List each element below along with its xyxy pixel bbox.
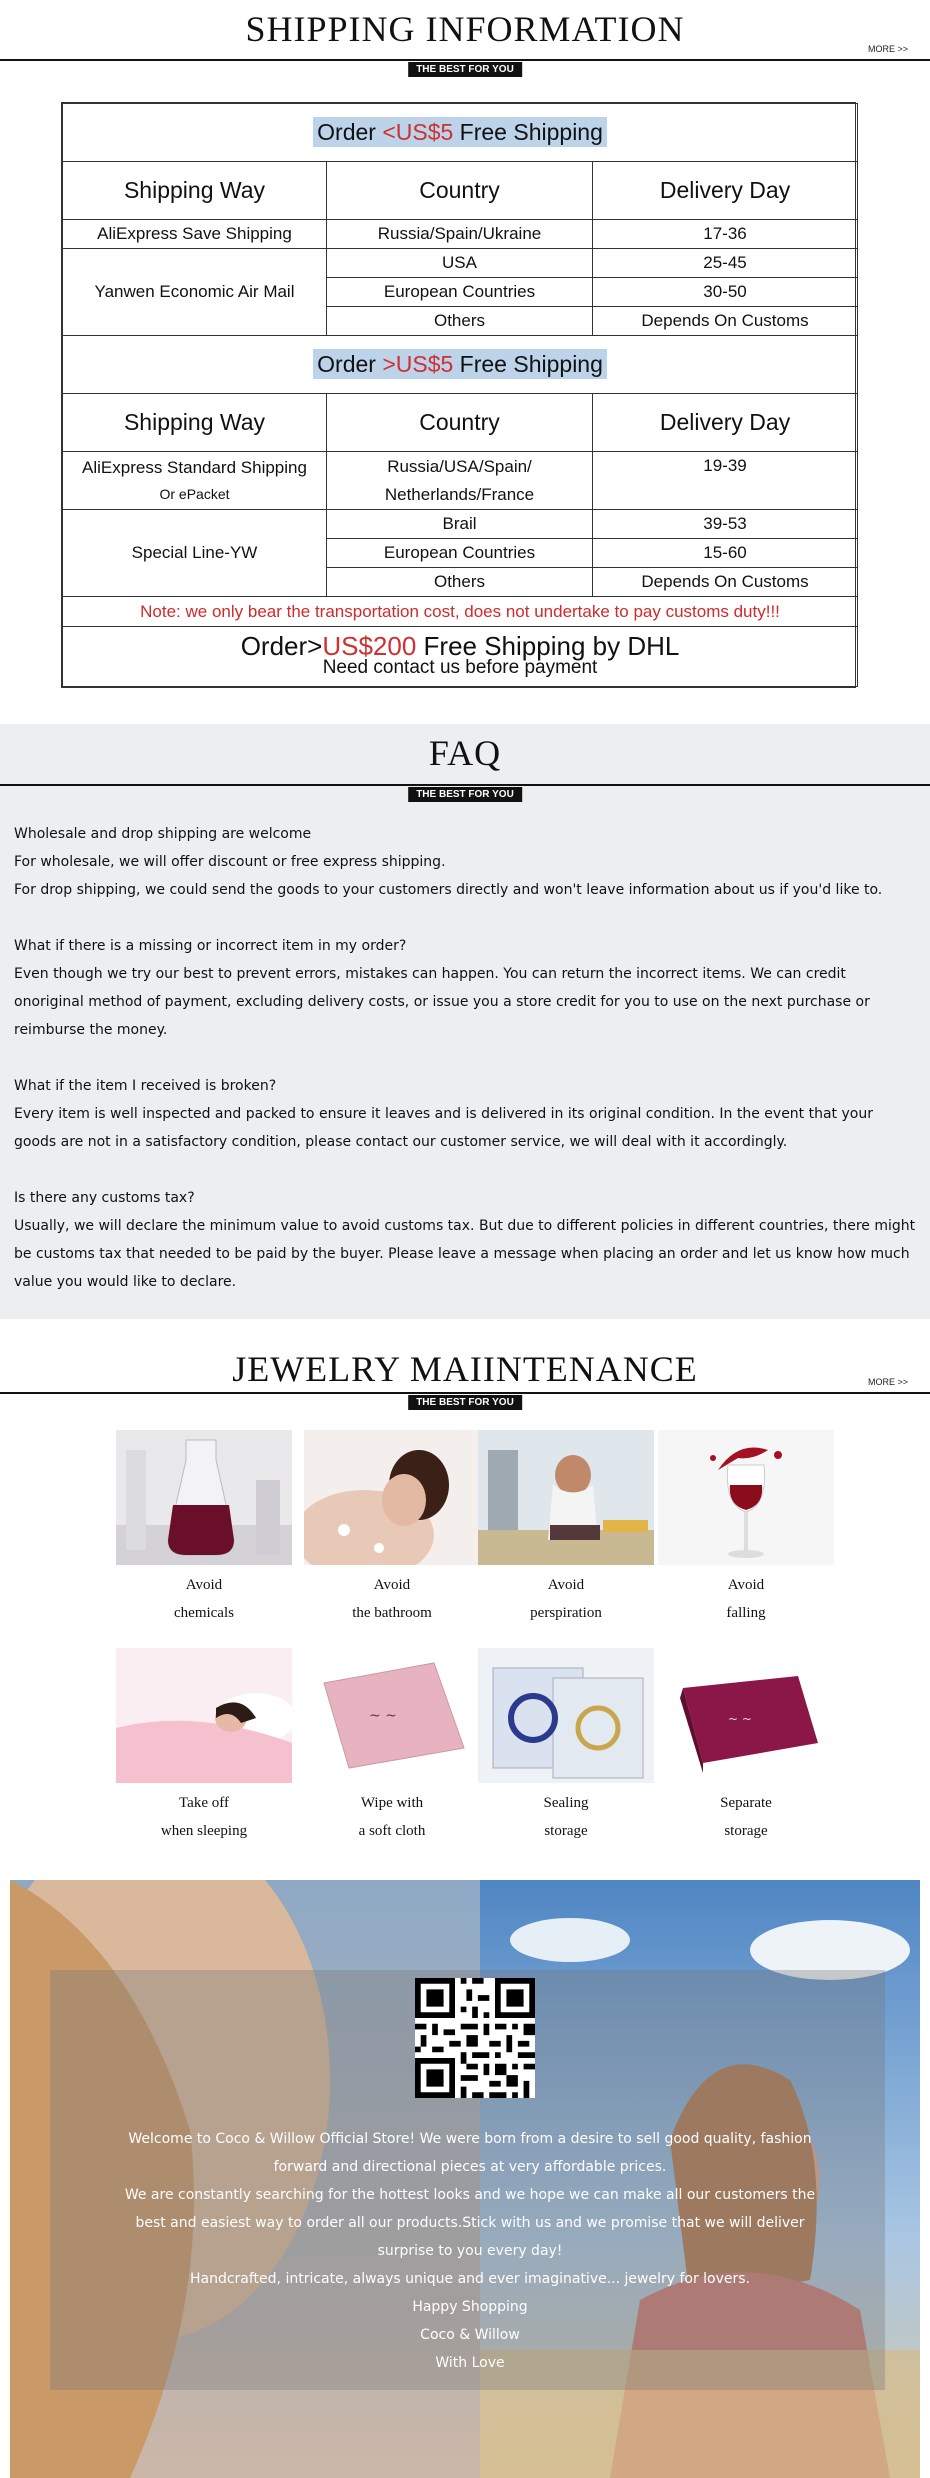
shipping-divider (0, 59, 930, 61)
table-cell: 25-45 (593, 249, 858, 278)
table-cell: 30-50 (593, 278, 858, 307)
tip-separate-storage: ~ ~ Separate storage (658, 1648, 834, 1845)
table-cell: Others (327, 568, 593, 597)
welcome-message (70, 2125, 870, 2377)
welcome-line: With Love (435, 2355, 505, 2371)
shipping-title: SHIPPING INFORMATION (245, 9, 685, 49)
welcome-line: forward and directional pieces at very affordable prices. (273, 2159, 667, 2175)
table-cell: 17-36 (593, 220, 858, 249)
shipping-table (61, 102, 856, 688)
cloth-image (304, 1648, 480, 1783)
storage-box-image (658, 1648, 834, 1783)
table-cell: Depends On Customs (593, 568, 858, 597)
jewelry-badge: THE BEST FOR YOU (408, 1395, 522, 1410)
banner-over-5: Order >US$5 Free Shipping (63, 336, 858, 394)
welcome-line: Coco & Willow (420, 2327, 520, 2343)
col-header-days: Delivery Day (593, 394, 858, 452)
welcome-line: Welcome to Coco & Willow Official Store! We were born from a desire to sell good quality, fashion (128, 2131, 812, 2147)
brand-banner (10, 1880, 920, 2478)
faq-divider (0, 784, 930, 786)
faq-line: For wholesale, we will offer discount or free express shipping. (14, 854, 446, 870)
faq-title: FAQ (428, 733, 502, 773)
jewelry-more-link[interactable]: MORE >> (867, 1377, 908, 1387)
tip-avoid-chemicals: Avoid chemicals (116, 1430, 292, 1627)
table-cell: Depends On Customs (593, 307, 858, 336)
banner-under-5: Order <US$5 Free Shipping (63, 104, 858, 162)
table-cell: Others (327, 307, 593, 336)
table-cell: 19-39 (593, 452, 858, 510)
qr-code[interactable] (415, 1978, 535, 2098)
table-cell: Russia/Spain/Ukraine (327, 220, 593, 249)
faq-question: What if the item I received is broken? (14, 1078, 277, 1094)
tip-avoid-perspiration: Avoid perspiration (478, 1430, 654, 1627)
dhl-banner: Order>US$200 Free Shipping by DHL Need contact us before payment (63, 627, 858, 687)
faq-answer: Even though we try our best to prevent errors, mistakes can happen. You can return the incorrect items. We can credit onoriginal method of payment, excluding delivery costs, or issue you a store credit for you to use on the next purchase or reimburse the money. (14, 966, 870, 1038)
chemicals-image (116, 1430, 292, 1565)
jewelry-divider (0, 1392, 930, 1394)
table-cell: Brail (327, 510, 593, 539)
table-cell: Yanwen Economic Air Mail (63, 249, 327, 336)
faq-header (0, 724, 930, 804)
sealing-image (478, 1648, 654, 1783)
shipping-badge: THE BEST FOR YOU (408, 62, 522, 77)
customs-note: Note: we only bear the transportation cost, does not undertake to pay customs duty!!! (63, 597, 858, 627)
table-cell: 15-60 (593, 539, 858, 568)
sleeping-image (116, 1648, 292, 1783)
table-cell: AliExpress Save Shipping (63, 220, 327, 249)
svg-text:~ ~: ~ ~ (728, 1712, 752, 1726)
perspiration-image (478, 1430, 654, 1565)
table-cell: USA (327, 249, 593, 278)
tip-sealing-storage: Sealing storage (478, 1648, 654, 1845)
jewelry-header (0, 1340, 930, 1420)
bathroom-image (304, 1430, 480, 1565)
col-header-way: Shipping Way (63, 162, 327, 220)
table-cell: Russia/USA/Spain/ Netherlands/France (327, 452, 593, 510)
faq-question: What if there is a missing or incorrect item in my order? (14, 938, 407, 954)
faq-content (14, 820, 919, 1296)
table-cell: European Countries (327, 278, 593, 307)
table-cell: European Countries (327, 539, 593, 568)
faq-answer: Usually, we will declare the minimum value to avoid customs tax. But due to different policies in different countries, there might be customs tax that needed to be paid by the buyer. Please leave a message when placing an order and let us know how much value you would like to declare. (14, 1218, 916, 1290)
tip-avoid-falling: Avoid falling (658, 1430, 834, 1627)
faq-answer: Every item is well inspected and packed to ensure it leaves and is delivered in its original condition. In the event that your goods are not in a satisfactory condition, please contact our customer service, we will deal with it accordingly. (14, 1106, 873, 1150)
table-cell: AliExpress Standard Shipping Or ePacket (63, 452, 327, 510)
welcome-line: surprise to you every day! (377, 2243, 563, 2259)
falling-image (658, 1430, 834, 1565)
faq-line: Wholesale and drop shipping are welcome (14, 826, 312, 842)
welcome-line: best and easiest way to order all our products.Stick with us and we promise that we will deliver (135, 2215, 805, 2231)
jewelry-title: JEWELRY MAIINTENANCE (232, 1349, 698, 1389)
faq-line: For drop shipping, we could send the goods to your customers directly and won't leave information about us if you'd like to. (14, 882, 883, 898)
welcome-line: We are constantly searching for the hottest looks and we hope we can make all our customers the (124, 2187, 816, 2203)
welcome-line: Happy Shopping (412, 2299, 528, 2315)
table-cell: Special Line-YW (63, 510, 327, 597)
svg-text:~ ~: ~ ~ (369, 1708, 397, 1724)
tip-take-off-sleeping: Take off when sleeping (116, 1648, 292, 1845)
col-header-days: Delivery Day (593, 162, 858, 220)
col-header-way: Shipping Way (63, 394, 327, 452)
tip-wipe-soft-cloth: ~ ~ Wipe with a soft cloth (304, 1648, 480, 1845)
tip-avoid-bathroom: Avoid the bathroom (304, 1430, 480, 1627)
table-cell: 39-53 (593, 510, 858, 539)
shipping-more-link[interactable]: MORE >> (867, 44, 908, 54)
col-header-country: Country (327, 394, 593, 452)
shipping-header (0, 0, 930, 80)
col-header-country: Country (327, 162, 593, 220)
welcome-line: Handcrafted, intricate, always unique and ever imaginative... jewelry for lovers. (189, 2271, 751, 2287)
faq-question: Is there any customs tax? (14, 1190, 195, 1206)
faq-badge: THE BEST FOR YOU (408, 787, 522, 802)
